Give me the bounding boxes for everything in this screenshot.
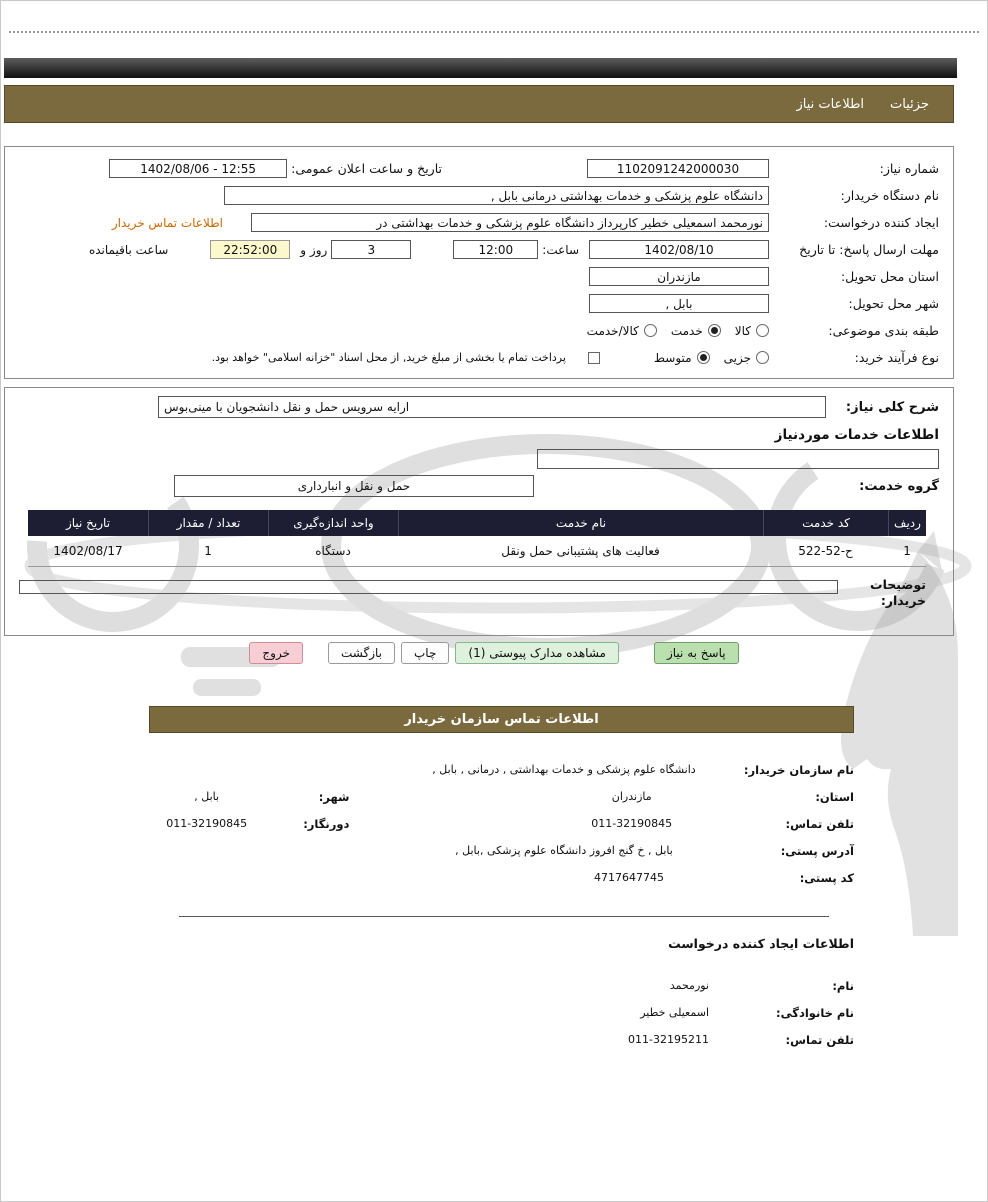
contact-city-label: شهر: (318, 789, 350, 804)
col-need-date: تاریخ نیاز (65, 516, 111, 530)
deadline-time-field[interactable]: 12:00 (453, 240, 538, 259)
need-detail-panel (4, 387, 954, 636)
buyer-contact-block (124, 759, 854, 894)
services-table (28, 510, 926, 567)
cell-row-number: 1 (903, 544, 911, 558)
classification-row (19, 317, 939, 344)
need-desc-row (19, 396, 939, 418)
classification-option-service-label: خدمت (670, 323, 703, 338)
exit-button[interactable]: خروج (249, 642, 303, 664)
deadline-label: مهلت ارسال پاسخ: تا تاریخ (799, 242, 939, 257)
need-desc-label: شرح کلی نیاز: (845, 399, 939, 415)
deadline-date-field[interactable]: 1402/08/10 (589, 240, 769, 259)
treasury-label: پرداخت تمام یا بخشی از مبلغ خرید, از محل اسناد "خزانه اسلامی" خواهد بود. (211, 351, 566, 364)
delivery-province-field[interactable]: مازندران (589, 267, 769, 286)
col-service-name: نام خدمت (398, 510, 763, 536)
radio-goods-service-icon[interactable] (644, 324, 657, 337)
service-group-field[interactable]: حمل و نقل و انبارداری (174, 475, 534, 497)
contact-org-value: دانشگاه علوم پزشکی و خدمات بهداشتی , درمانی , بابل , (432, 763, 696, 776)
delivery-city-label: شهر محل تحویل: (848, 296, 939, 311)
contact-address-label: آدرس پستی: (780, 843, 854, 858)
classification-option-service[interactable] (671, 324, 721, 338)
announce-datetime-field[interactable]: 1402/08/06 - 12:55 (109, 159, 287, 178)
classification-option-goods-label: کالا (734, 323, 751, 338)
radio-goods-icon[interactable] (756, 324, 769, 337)
treasury-checkbox-icon[interactable] (588, 352, 600, 364)
services-heading: اطلاعات خدمات موردنیاز (774, 427, 939, 443)
requester-info-heading: اطلاعات ایجاد کننده درخواست (668, 936, 854, 951)
requester-family-label: نام خانوادگی: (776, 1005, 854, 1020)
requester-family-value: اسمعیلی خطیر (640, 1006, 709, 1019)
cell-need-date: 1402/08/17 (53, 544, 123, 558)
services-table-header (28, 510, 926, 536)
need-summary-panel (4, 146, 954, 379)
classification-option-goods-service[interactable] (587, 324, 657, 338)
cell-unit: دستگاه (315, 544, 351, 558)
contact-phone-value: 011-32190845 (591, 817, 673, 830)
col-service-code: کد خدمت (763, 510, 888, 536)
countdown-timer: 22:52:00 (210, 240, 290, 259)
col-unit: واحد اندازه‌گیری (268, 510, 398, 536)
classification-label: طبقه بندی موضوعی: (828, 323, 939, 338)
top-dark-bar (4, 58, 957, 78)
respond-button[interactable]: پاسخ به نیاز (654, 642, 739, 664)
buyer-notes-row (19, 577, 926, 608)
top-dotted-divider (9, 31, 979, 33)
process-type-label: نوع فرآیند خرید: (854, 350, 939, 365)
request-creator-field[interactable]: نورمحمد اسمعیلی خطیر کارپرداز دانشگاه علوم پزشکی و خدمات بهداشتی در (251, 213, 769, 232)
delivery-province-row (19, 263, 939, 290)
col-row-number: ردیف (888, 510, 926, 536)
need-number-field[interactable]: 1102091242000030 (587, 159, 769, 178)
radio-petty-icon[interactable] (756, 351, 769, 364)
contact-phone-fax-row (124, 813, 854, 834)
requester-name-value: نورمحمد (669, 979, 709, 992)
need-number-label: شماره نیاز: (879, 161, 939, 176)
requester-name-row (124, 975, 854, 996)
delivery-province-label: استان محل تحویل: (840, 269, 939, 284)
classification-option-goods-service-label: کالا/خدمت (586, 323, 639, 338)
process-option-medium-label: متوسط (653, 350, 692, 365)
delivery-city-row (19, 290, 939, 317)
buyer-contact-header: اطلاعات تماس سازمان خریدار (149, 706, 854, 733)
need-number-row (19, 155, 939, 182)
delivery-city-field[interactable]: بابل , (589, 294, 769, 313)
process-option-medium[interactable] (654, 351, 710, 365)
cell-service-name: فعالیت های پشتیبانی حمل ونقل (501, 544, 660, 558)
buyer-org-label: نام دستگاه خریدار: (840, 188, 939, 203)
contact-city-value: بابل , (194, 790, 220, 803)
process-option-petty[interactable] (724, 351, 769, 365)
contact-postal-label: کد پستی: (799, 870, 854, 885)
cell-service-code: ح-52-522 (798, 544, 853, 558)
contact-address-value: بابل , خ گنج افروز دانشگاه علوم پزشکی ,بابل , (455, 844, 673, 857)
treasury-option[interactable] (588, 352, 600, 364)
radio-medium-icon[interactable] (697, 351, 710, 364)
radio-service-icon[interactable] (708, 324, 721, 337)
table-row (28, 536, 926, 567)
contact-org-label: نام سازمان خریدار: (743, 762, 854, 777)
request-creator-row (19, 209, 939, 236)
contact-postal-row (124, 867, 854, 888)
requester-name-label: نام: (832, 978, 854, 993)
requester-family-row (124, 1002, 854, 1023)
section-divider (179, 916, 829, 917)
contact-fax-value: 011-32190845 (166, 817, 248, 830)
classification-option-goods[interactable] (735, 324, 769, 338)
requester-phone-row (124, 1029, 854, 1050)
buyer-org-row (19, 182, 939, 209)
buyer-org-field[interactable]: دانشگاه علوم پزشکی و خدمات بهداشتی درمانی بابل , (224, 186, 769, 205)
remaining-days-field[interactable]: 3 (331, 240, 411, 259)
requester-phone-label: تلفن تماس: (785, 1032, 854, 1047)
requester-phone-value: 011-32195211 (628, 1033, 709, 1046)
contact-province-label: استان: (815, 789, 854, 804)
buyer-notes-field[interactable] (19, 580, 838, 594)
contact-phone-label: تلفن تماس: (785, 816, 854, 831)
contact-org-row (124, 759, 854, 780)
contact-fax-label: دورنگار: (303, 816, 350, 831)
col-quantity: تعداد / مقدار (148, 510, 268, 536)
contact-postal-value: 4717647745 (594, 871, 664, 884)
service-group-label: گروه خدمت: (859, 478, 939, 494)
service-group-row (19, 475, 939, 497)
buyer-contact-link[interactable]: اطلاعات تماس خریدار (111, 215, 223, 230)
announce-label: تاریخ و ساعت اعلان عمومی: (291, 161, 442, 176)
view-attachments-button[interactable]: مشاهده مدارک پیوستی (1) (455, 642, 619, 664)
contact-province-value: مازندران (611, 790, 652, 803)
contact-address-row (124, 840, 854, 861)
deadline-hour-label: ساعت: (542, 242, 579, 257)
tabs-bar (4, 85, 954, 123)
buyer-notes-label: توضیحات خریدار: (870, 577, 926, 608)
requester-info-block (124, 936, 854, 1056)
process-type-row (19, 344, 939, 371)
request-creator-label: ایجاد کننده درخواست: (823, 215, 939, 230)
tab-need-info[interactable]: اطلاعات نیاز (796, 96, 865, 112)
deadline-row (19, 236, 939, 263)
remaining-days-label: روز و (300, 242, 328, 257)
action-buttons (1, 642, 987, 664)
back-button[interactable]: بازگشت (328, 642, 395, 664)
need-desc-field[interactable]: ارایه سرویس حمل و نقل دانشجویان با مینی‌بوس (158, 396, 826, 418)
print-button[interactable]: چاپ (401, 642, 449, 664)
tab-details[interactable]: جزئیات (890, 96, 929, 112)
services-filter-input[interactable] (537, 449, 939, 469)
process-option-petty-label: جزیی (723, 350, 751, 365)
contact-province-city-row (124, 786, 854, 807)
countdown-label: ساعت باقیمانده (88, 242, 169, 257)
cell-quantity: 1 (204, 544, 212, 558)
